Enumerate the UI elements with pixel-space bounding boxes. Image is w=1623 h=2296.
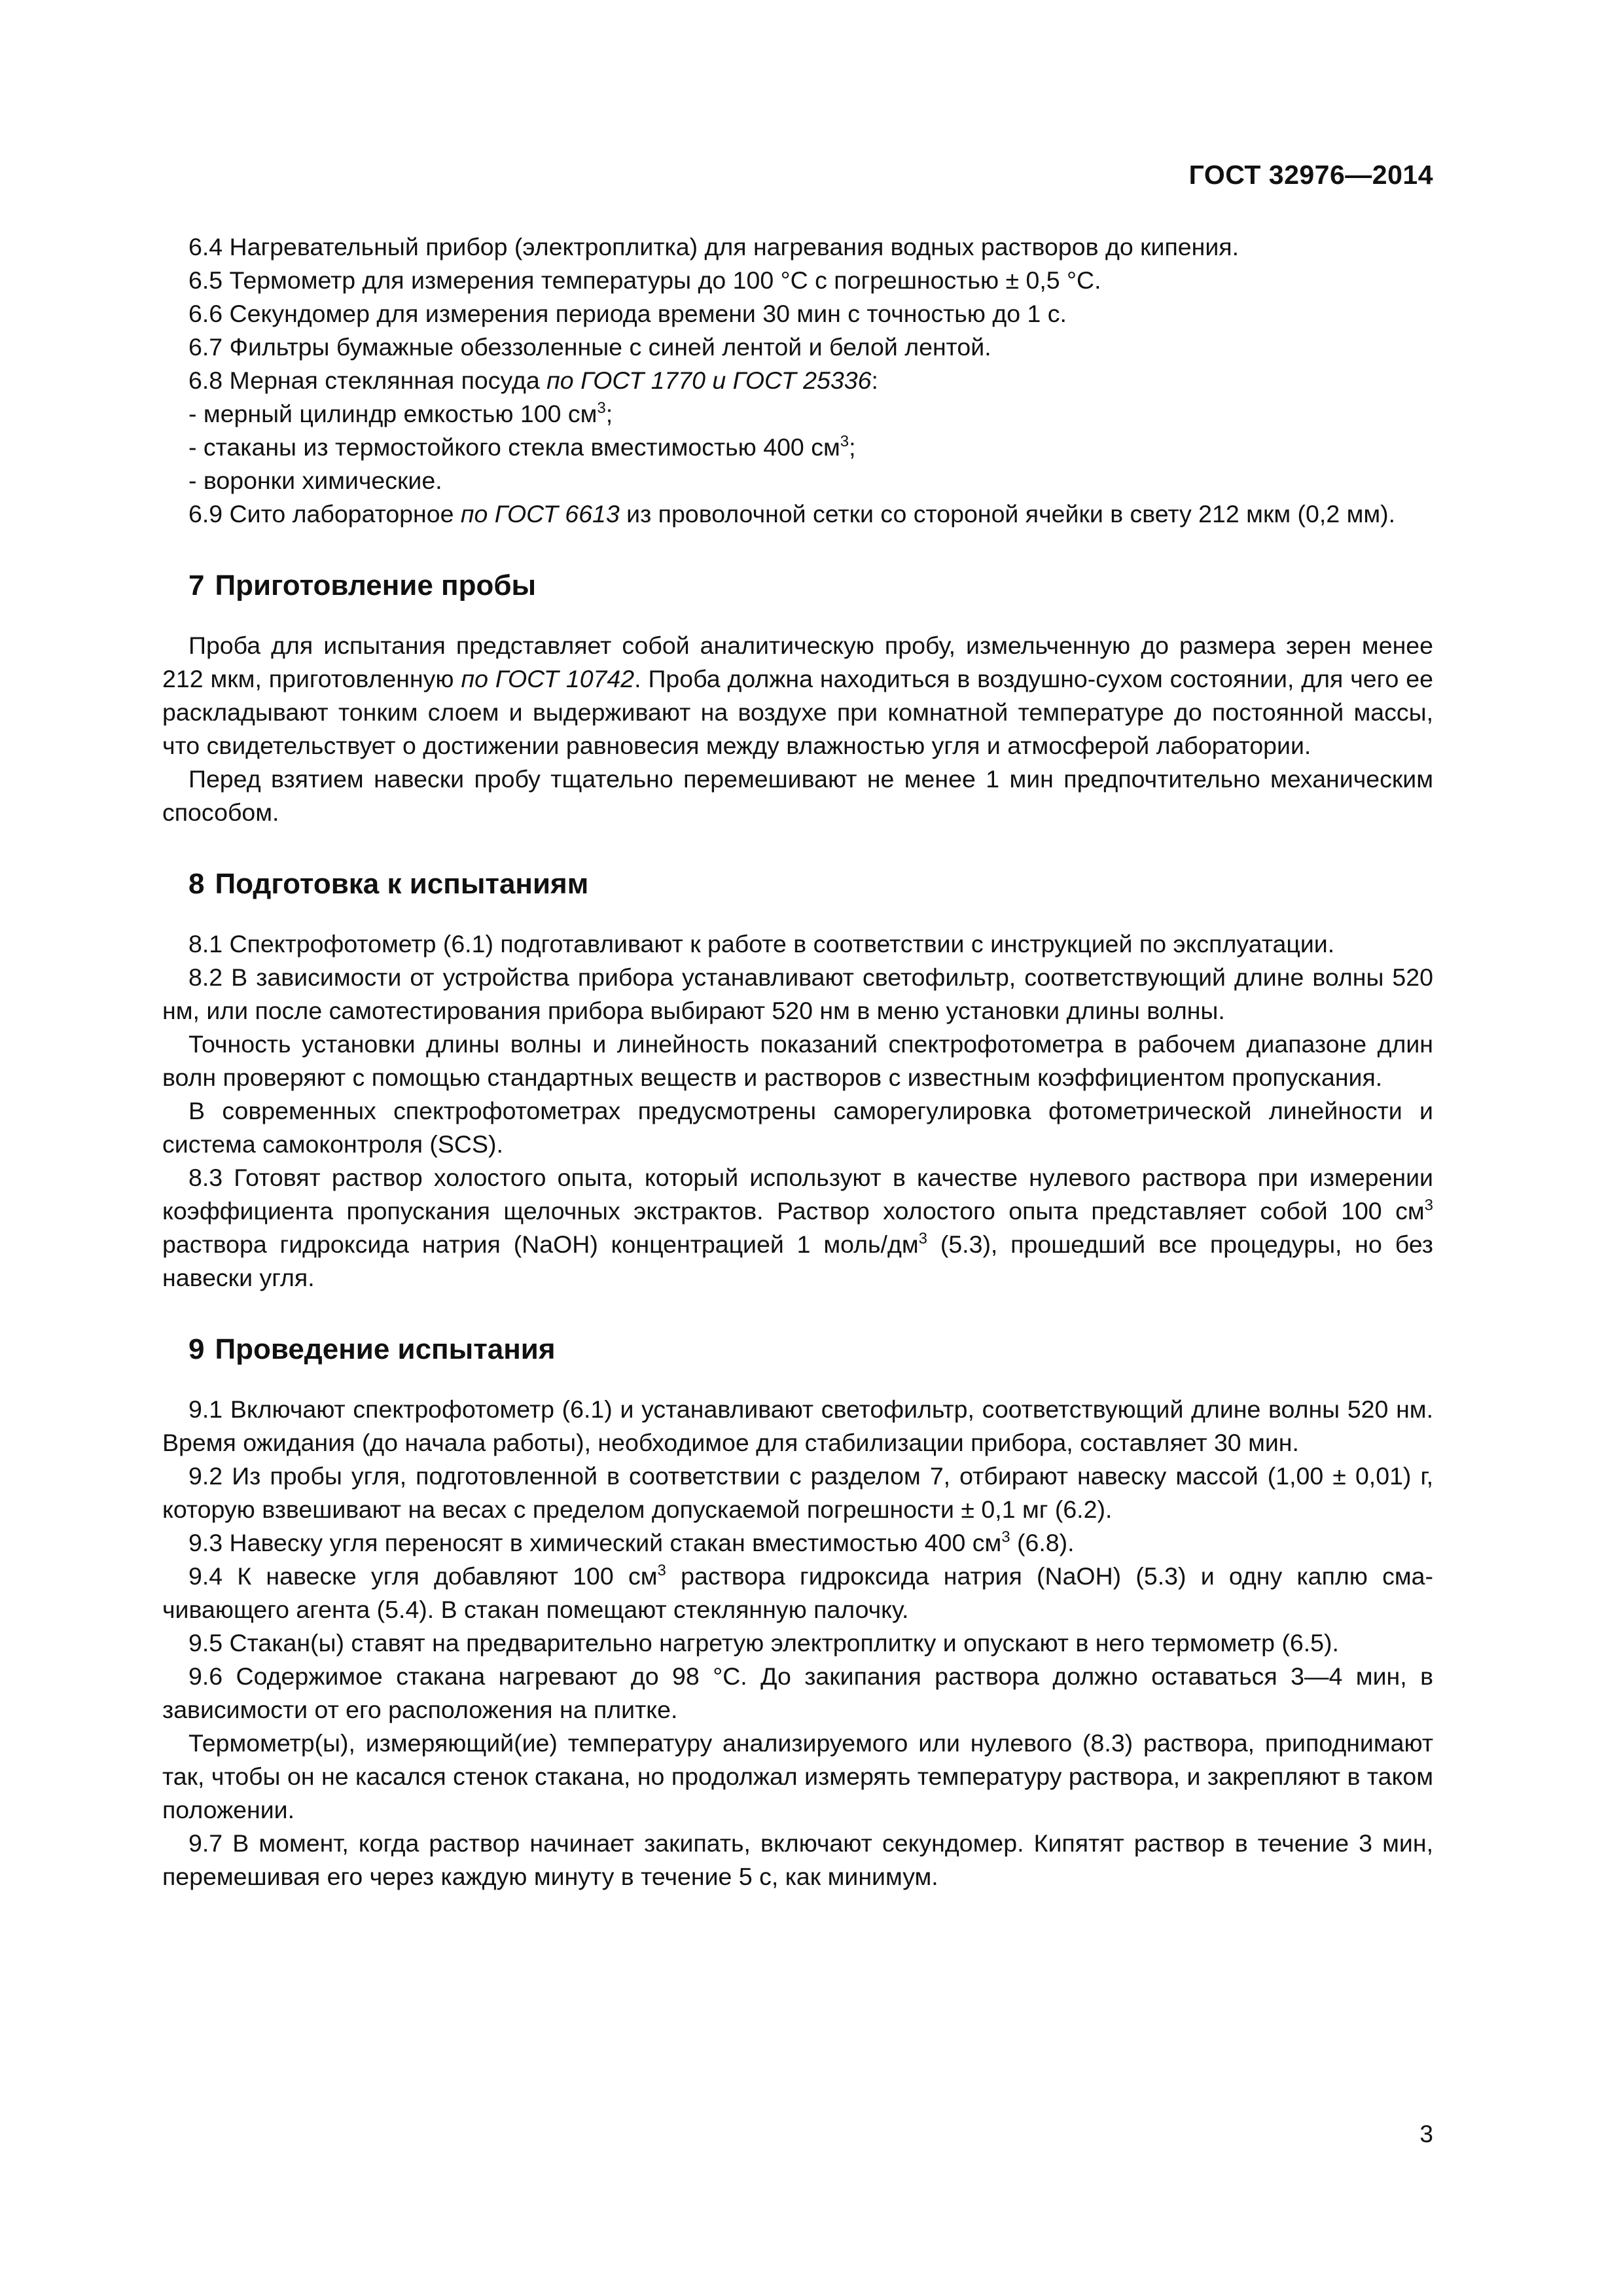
paragraph-6-7: 6.7 Фильтры бумажные обеззоленные с синей лентой и белой лентой.	[188, 333, 991, 361]
section-heading-8: 8 Подготовка к испытаниям	[188, 868, 589, 900]
list-item: - воронки химические.	[188, 467, 442, 494]
paragraph-8-2-scs: В современных спектрофотометрах предусмотрены саморегулировка фотометрической линейности и система самоконтроля (SCS).	[162, 1097, 1433, 1158]
paragraph-6-4: 6.4 Нагревательный прибор (электроплитка) для нагревания водных растворов до кипения.	[188, 233, 1240, 260]
paragraph-9-7: 9.7 В момент, когда раствор начинает закипать, включают секундомер. Кипятят раствор в течение 3 мин, перемешивая его через каждую минуту в течение 5 с, как минимум.	[162, 1829, 1433, 1890]
paragraph-9-3: 9.3 Навеску угля переносят в химический стакан вместимостью 400 $см^3$ (6.8).	[188, 1528, 1075, 1556]
paragraph-9-6-thermometer: Термометр(ы), измеряющий(ие) температуру анализируемого или нулевого (8.3) раствора, приподнимают так, чтобы он не касался стенок стакана, но продолжал измерять температуру раствора, и закрепляют в таком положении.	[162, 1729, 1433, 1823]
paragraph-6-5: 6.5 Термометр для измерения температуры до 100 °С с погрешностью ± 0,5 °С.	[188, 266, 1101, 294]
paragraph-6-6: 6.6 Секундомер для измерения периода времени 30 мин с точностью до 1 с.	[188, 300, 1067, 327]
paragraph-9-1: 9.1 Включают спектрофотометр (6.1) и устанавливают светофильтр, соответствующий длине волны 520 нм. Время ожидания (до начала работы), необходимое для стабилизации прибора, составляет 30 мин.	[162, 1395, 1433, 1456]
gost-reference: по ГОСТ 6613	[460, 500, 620, 528]
section-heading-9: 9 Проведение испытания	[188, 1333, 556, 1365]
paragraph-8-2-accuracy: Точность установки длины волны и линейность показаний спектрофотометра в рабочем диапазоне длин волн проверяют с помощью стандартных веществ и растворов с известным коэффициентом пропускания.	[162, 1030, 1433, 1091]
paragraph-9-4: 9.4 К навеске угля добавляют 100 $см^3$ раствора гидроксида натрия (NaOH) (5.3) и одну каплю смачивающего агента (5.4). В стакан помещают стеклянную палочку.	[162, 1562, 1433, 1623]
paragraph-7-1: Проба для испытания представляет собой аналитическую пробу, измельченную до размера зерен менее 212 мкм, приготовленную по ГОСТ 10742. Проба должна находиться в воздушно-сухом состоянии, для чего ее раскладывают тонким слоем и выдерживают на воздухе при комнатной температуре до постоянной массы, что свидетельствует о достижении равновесия между влажностью угля и атмосферой лаборатории.	[162, 632, 1434, 759]
document-header: ГОСТ 32976—2014	[1188, 160, 1433, 190]
list-item: - мерный цилиндр емкостью 100 $см^3$;	[188, 399, 613, 427]
paragraph-6-9: 6.9 Сито лабораторное по ГОСТ 6613 из проволочной сетки со стороной ячейки в свету 212 мкм (0,2 мм).	[188, 500, 1396, 528]
paragraph-9-6: 9.6 Содержимое стакана нагревают до 98 °С. До закипания раствора должно оставаться 3—4 мин, в зависимости от его расположения на плитке.	[162, 1662, 1433, 1723]
page-number: 3	[1419, 2121, 1433, 2147]
document-body	[162, 230, 1433, 1893]
paragraph-8-1: 8.1 Спектрофотометр (6.1) подготавливают к работе в соответствии с инструкцией по эксплуатации.	[188, 930, 1335, 958]
paragraph-7-2: Перед взятием навески пробу тщательно перемешивают не менее 1 мин предпочтительно механическим способом.	[162, 765, 1433, 826]
paragraph-8-2: 8.2 В зависимости от устройства прибора устанавливают светофильтр, соответствующий длине волны 520 нм, или после самотестирования прибора выбирают 520 нм в меню установки длины волны.	[162, 963, 1433, 1024]
paragraph-9-5: 9.5 Стакан(ы) ставят на предварительно нагретую электроплитку и опускают в него термометр (6.5).	[188, 1629, 1339, 1657]
paragraph-6-8: 6.8 Мерная стеклянная посуда по ГОСТ 1770 и ГОСТ 25336:	[188, 367, 878, 394]
gost-reference: по ГОСТ 10742	[461, 665, 635, 692]
paragraph-9-2: 9.2 Из пробы угля, подготовленной в соответствии с разделом 7, отбирают навеску массой (1,00 ± 0,01) г, которую взвешивают на весах с пределом допускаемой погрешности ± 0,1 мг (6.2).	[162, 1462, 1433, 1523]
gost-reference: по ГОСТ 1770 и ГОСТ 25336	[546, 367, 872, 394]
section-heading-7: 7 Приготовление пробы	[188, 569, 537, 601]
paragraph-8-3: 8.3 Готовят раствор холостого опыта, который используют в качестве нулевого раствора при измерении коэффициента пропускания щелочных экстрактов. Раствор холостого опыта представляет собой 100 $см^3$ раствора гидроксида натрия (NaOH) концентрацией 1 моль/$дм^3$ (5.3), прошедший все процедуры, но без навески угля.	[162, 1164, 1433, 1291]
list-item: - стаканы из термостойкого стекла вместимостью 400 $см^3$;	[188, 433, 856, 461]
